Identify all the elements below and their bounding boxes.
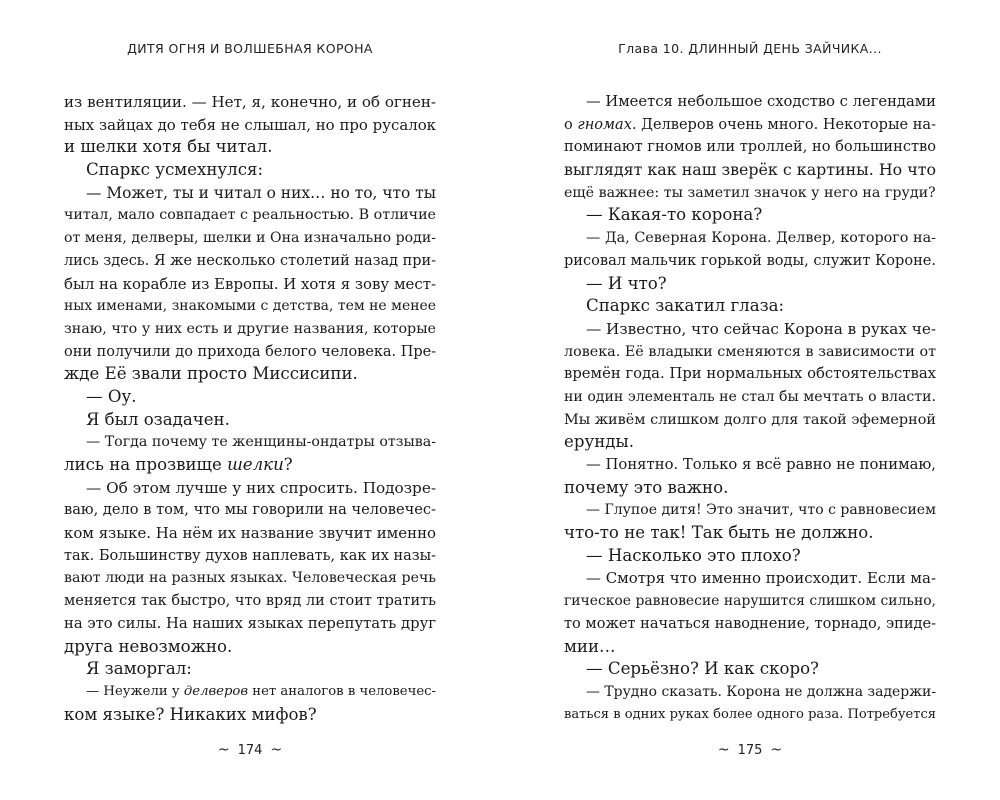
text-line: читал, мало совпадает с реальностью. В отличие <box>64 207 436 224</box>
text-line: — Тогда почему те женщины-ондатры отзыва- <box>86 434 436 451</box>
right-page <box>564 0 936 800</box>
page-number: 174 <box>237 742 263 758</box>
text-line: из вентиляции. — Нет, я, конечно, и об огнен- <box>64 93 436 111</box>
page-number-footer <box>64 742 436 758</box>
text-line: Спаркс закатил глаза: <box>586 296 785 316</box>
text-line: — Понятно. Только я всё равно не понимаю, <box>586 456 936 473</box>
swash-ornament-icon: ~ <box>217 742 230 758</box>
text-line: лись на прозвище шелки? <box>64 455 293 474</box>
page-number-footer <box>564 742 936 758</box>
text-line: ных зайцах до тебя не слышал, но про русалок <box>64 115 436 134</box>
text-line: ных именами, знакомыми с детства, тем не менее <box>64 298 436 315</box>
left-page-body <box>64 91 436 726</box>
text-line: — Оу. <box>86 386 137 406</box>
text-line: мии… <box>564 636 616 656</box>
text-line: так. Большинству духов наплевать, как их назы- <box>64 547 436 564</box>
text-line: был на корабле из Европы. И хотя я зову мест- <box>64 274 436 293</box>
text-line: выглядят как наш зверёк с картины. Но что <box>564 160 936 180</box>
text-line: — Неужели у делверов нет аналогов в человечес- <box>86 683 437 699</box>
right-page-body <box>564 91 936 726</box>
text-line: меняется так быстро, что вряд ли стоит тратить <box>64 593 436 610</box>
text-line: на это силы. На наших языках перепутать друг <box>64 614 436 632</box>
running-head-chapter-title: Глава 10. ДЛИННЫЙ ДЕНЬ ЗАЙЧИКА... <box>618 41 882 56</box>
text-line: — Смотря что именно происходит. Если ма- <box>586 569 936 588</box>
text-line: рисовал мальчик горькой воды, служит Короне. <box>564 251 937 269</box>
text-line: почему это важно. <box>564 477 729 497</box>
text-line: — Известно, что сейчас Корона в руках че- <box>586 319 936 338</box>
text-line: гическое равновесие нарушится слишком сильно, <box>564 593 936 610</box>
text-line: — Об этом лучше у них спросить. Подозре- <box>86 478 436 497</box>
text-line: — Да, Северная Корона. Делвер, которого на- <box>586 230 936 247</box>
text-line: — Глупое дитя! Это значит, что с равновесием <box>586 502 936 519</box>
text-line: ваться в одних руках более одного раза. Потребуется <box>564 706 936 722</box>
text-line: ком языке. На нём их название звучит именно <box>64 524 436 543</box>
text-line: ещё важнее: ты заметил значок у него на груди? <box>564 184 936 201</box>
text-line: — Имеется небольшое сходство с легендами <box>586 93 936 110</box>
text-line: ерунды. <box>564 432 634 452</box>
running-head-book-title: ДИТЯ ОГНЯ И ВОЛШЕБНАЯ КОРОНА <box>127 41 373 56</box>
text-line: ни один элементаль не стал бы мечтать о власти. <box>564 388 936 405</box>
text-line: вают люди на разных языках. Человеческая речь <box>64 570 436 587</box>
text-line: ловека. Её владыки сменяются в зависимости от <box>564 343 936 360</box>
text-line: — Насколько это плохо? <box>586 545 801 565</box>
swash-ornament-icon: ~ <box>717 742 730 758</box>
page-number: 175 <box>737 742 763 758</box>
left-page <box>64 0 436 800</box>
text-line: что-то не так! Так быть не должно. <box>564 523 874 543</box>
text-line: знаю, что у них есть и другие названия, которые <box>64 320 436 337</box>
text-line: — Серьёзно? И как скоро? <box>586 659 819 679</box>
text-line: — Может, ты и читал о них… но то, что ты <box>86 183 436 202</box>
text-line: Спаркс усмехнулся: <box>86 160 264 180</box>
text-line: ком языке? Никаких мифов? <box>64 704 317 724</box>
text-line: то может начаться наводнение, торнадо, эпиде- <box>564 614 937 632</box>
text-line: они получили до прихода белого человека. Пре- <box>64 343 437 360</box>
text-line: друга невозможно. <box>64 636 233 656</box>
text-line: — И что? <box>586 273 667 293</box>
text-line: Я заморгал: <box>86 659 192 679</box>
text-line: от меня, делверы, шелки и Она изначально роди- <box>64 230 436 247</box>
text-line: Я был озадачен. <box>86 409 230 429</box>
italic-word: шелки <box>227 455 284 474</box>
text-line: о гномах. Делверов очень много. Некоторые на- <box>564 116 936 133</box>
text-line: Мы живём слишком долго для такой эфемерной <box>564 411 936 428</box>
swash-ornament-icon: ~ <box>770 742 783 758</box>
swash-ornament-icon: ~ <box>270 742 283 758</box>
text-line: и шелки хотя бы читал. <box>64 137 273 157</box>
text-line: поминают гномов или троллей, но большинство <box>564 138 936 156</box>
text-line: — Трудно сказать. Корона не должна задержи- <box>586 683 937 700</box>
text-line: времён года. При нормальных обстоятельствах <box>564 365 936 383</box>
text-line: жде Её звали просто Миссисипи. <box>64 364 358 384</box>
italic-word: делверов <box>183 683 249 699</box>
text-line: — Какая-то корона? <box>586 205 763 225</box>
text-line: ваю, дело в том, что мы говорили на человечес- <box>64 501 436 519</box>
text-line: лись здесь. Я же несколько столетий назад при- <box>64 252 436 269</box>
italic-word: гномах <box>577 116 632 133</box>
